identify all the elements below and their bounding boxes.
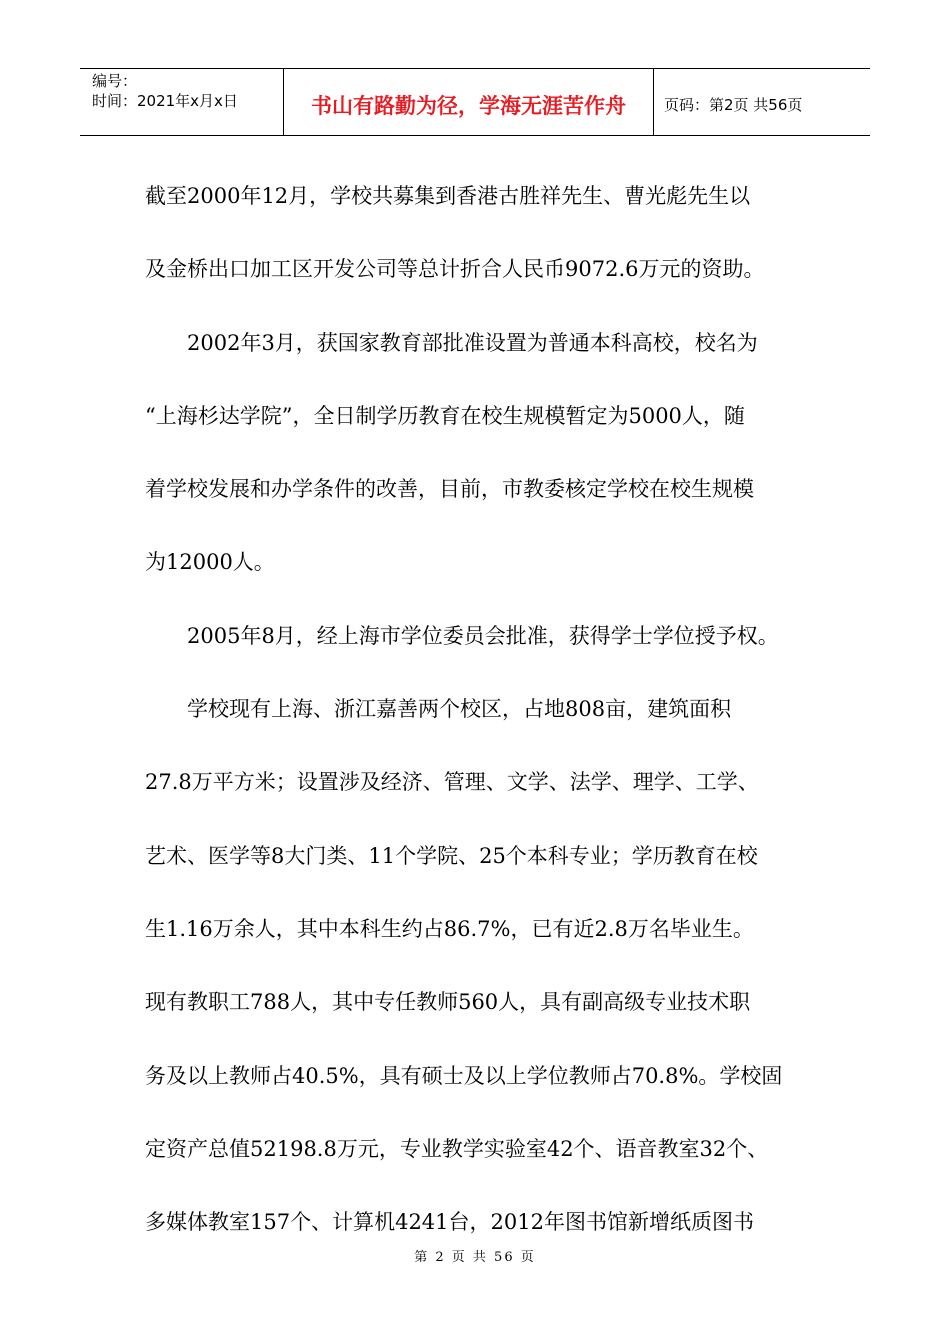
body-line: 务及以上教师占40.5%，具有硕士及以上学位教师占70.8%。学校固 [145, 1063, 783, 1088]
body-line: 现有教职工788人，其中专任教师560人，具有副高级专业技术职 [145, 990, 751, 1015]
body-line: 多媒体教室157个、计算机4241台，2012年图书馆新增纸质图书 [145, 1210, 754, 1235]
body-line: 2002年3月，获国家教育部批准设置为普通本科高校，校名为 [187, 330, 758, 355]
body-line: 定资产总值52198.8万元，专业教学实验室42个、语音教室32个、 [145, 1136, 769, 1161]
document-number-label: 编号： [92, 72, 138, 90]
body-line: 及金桥出口加工区开发公司等总计折合人民币9072.6万元的资助。 [145, 257, 765, 282]
body-line: 截至2000年12月，学校共募集到香港古胜祥先生、曹光彪先生以 [145, 184, 751, 208]
body-line: 生1.16万余人，其中本科生约占86.7%，已有近2.8万名毕业生。 [145, 916, 754, 941]
header-meta [80, 69, 284, 135]
body-line: “上海杉达学院”，全日制学历教育在校生规模暂定为5000人，随 [145, 403, 745, 428]
body-line: 艺术、医学等8大门类、11个学院、25个本科专业；学历教育在校 [145, 843, 758, 868]
page-header [80, 68, 870, 136]
document-body [145, 160, 835, 1259]
body-line: 2005年8月，经上海市学位委员会批准，获得学士学位授予权。 [187, 623, 779, 648]
body-line: 27.8万平方米；设置涉及经济、管理、文学、法学、理学、工学、 [145, 770, 759, 795]
header-motto: 书山有路勤为径，学海无涯苦作舟 [284, 69, 654, 135]
body-line: 学校现有上海、浙江嘉善两个校区，占地808亩，建筑面积 [187, 697, 732, 722]
page-footer: 第 2 页 共 56 页 [414, 1250, 536, 1265]
document-time-label: 时间：2021年x月x日 [92, 92, 238, 110]
header-page-info: 页码：第2页 共56页 [664, 95, 803, 114]
body-line: 为12000人。 [145, 550, 275, 575]
body-line: 着学校发展和办学条件的改善，目前，市教委核定学校在校生规模 [145, 477, 754, 502]
